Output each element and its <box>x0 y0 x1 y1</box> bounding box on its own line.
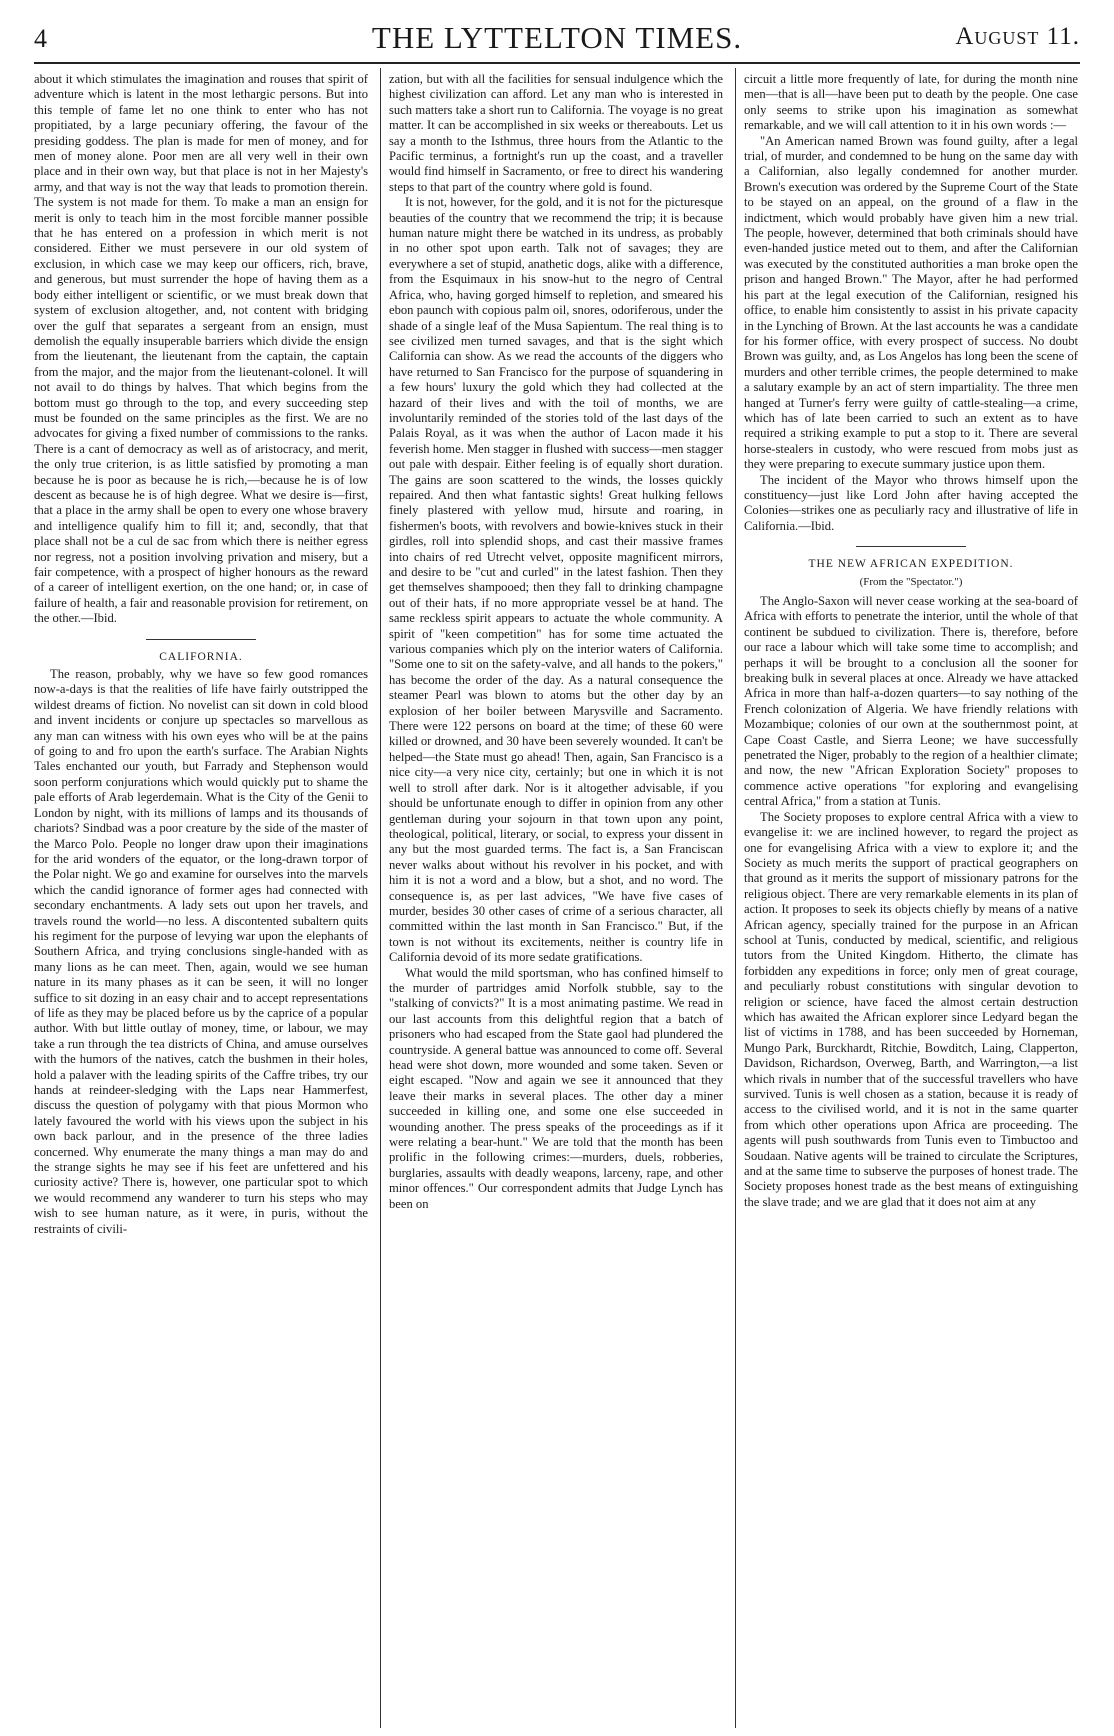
article-quote: "An American named Brown was found guilty, after a legal trial, of murder, and condemned to be hung on the same day with a Californian, also legally condemned for another murder. Brown's execution was ordered by the Supreme Court of the State to be stayed on an appeal, on the ground of a flaw in the indictment, which would probably have given him a new trial. The people, however, determined that both criminals should have even-handed justice meted out to them, and after the Californian was executed by the constituted authorities a man broke open the prison and hanged Brown." The Mayor, after he had performed his part at the legal execution of the Californian, resigned his office, to enable him consistently to assist in his private capacity in the Lynching of Brown. At the last accounts he was a candidate for his former office, with every prospect of success. No doubt Brown was guilty, and, as Los Angelos has long been the scene of murders and other terrible crimes, the people determined to make a salutary example by an act of stern impartiality. The three men hanged at Turner's ferry were guilty of cattle-stealing—a crime, which has of late been carried to such an extent as to have required a striking example to put a stop to it. There are several horse-stealers in custody, who were rescued from mobs just as they were preparing to execute summary justice upon them. <box>744 133 1078 472</box>
article-heading-california: CALIFORNIA. <box>159 650 243 663</box>
article-paragraph: about it which stimulates the imagination and rouses that spirit of adventure which is latent in the most lethargic persons. But into this temple of fame let no one think to enter who has not propitiated, by a large pecuniary offering, the favour of the presiding goddess. The plan is made for men of money, and for men of money alone. Poor men are all very well in their own place and in their own way, but that place is not in her Majesty's army, and that way is not the way that leads to promotion therein. The system is not made for them. To make a man an ensign for merit is only to teach him in the most forcible manner possible that he has entered on a profession in which merit is not considered. Either we must persevere in our old system of exclusion, in which case we may keep our officers, rich, brave, and generous, but must surrender the hope of having them as a body either intelligent or scientific, or we must break down that system of exclusion altogether, and, not content with bridging over the gulf that separates a sergeant from an ensign, must demolish the equally insuperable barriers which divide the ensign from the lieutenant, the lieutenant from the captain, the captain from the major, and the major from the lieutenant-colonel. It will not avail to do things by halves. That which begins from the bottom must go through to the top, and every succeeding step must be founded on the same principles as the first. We are no advocates for giving a fixed number of commissions to the ranks. There is a cant of democracy as well as of aristocracy, and merit, the only true criterion, is as little satisfied by promoting a man because he is poor as because he is rich,—because he is of low descent as because he is of high degree. What we desire is—first, that a place in the army shall be open to every one whose bravery and intelligence qualify him to fill it; and, secondly, that that place shall not be a cul de sac from which there is neither egress nor regress, not a position involving privation and misery, but a fair competence, with a prospect of higher honours as the reward of a career of intelligent exertion, on the one hand; or, in case of failure of health, a fair and reasonable provision for retirement, on the other.—Ibid. <box>34 72 368 626</box>
column-2 <box>389 72 723 1722</box>
article-source: (From the "Spectator.") <box>859 575 963 588</box>
column-separator <box>735 68 736 1728</box>
issue-date: August 11. <box>955 23 1080 50</box>
article-paragraph: The incident of the Mayor who throws himself upon the constituency—just like Lord John after having accepted the Colonies—strikes one as peculiarly racy and illustrative of life in California.—Ibid. <box>744 472 1078 533</box>
article-paragraph: The Anglo-Saxon will never cease working at the sea-board of Africa with efforts to penetrate the interior, until the whole of that continent be subdued to civilization. There is, therefore, before our race a labour which will take some time to accomplish; and perhaps it will be brought to a conclusion all the sooner for breaking bulk in several places at once. Already we have attacked Africa in more than half-a-dozen quarters—to say nothing of the French colonization of Algeria. We have friendly relations with Mozambique; colonies of our own at the southernmost point, at Cape Coast Castle, and Sierra Leone; we have successfully penetrated the Niger, probably to the region of a healthier climate; and now, the new "African Exploration Society" proposes to commence active operations "for exploring and evangelising central Africa," from a station at Tunis. <box>744 594 1078 809</box>
article-heading-african-expedition: THE NEW AFRICAN EXPEDITION. <box>808 558 1014 571</box>
column-3 <box>744 72 1078 1722</box>
masthead-title: THE LYTTELTON TIMES. <box>371 20 743 55</box>
article-paragraph: The Society proposes to explore central Africa with a view to evangelise it: we are inclined however, to regard the project as one for evangelising Africa with a view to explore it; and the Society as much merits the support of practical geographers on that ground as it merits the support of missionary patrons for the religious object. There are very remarkable elements in its plan of action. It proposes to seek its objects chiefly by means of a native African agency, specially trained for the purpose in an African school at Tunis, conducted by medical, scientific, and religious tutors from the United Kingdom. Hitherto, the climate has forbidden any expeditions in force; only men of great courage, and peculiarly robust constitutions with singular devotion to religion or science, have faced the almost certain destruction which has awaited the African explorer since Ledyard began the list of victims in 1788, and has been succeeded by Horneman, Mungo Park, Burckhardt, Ritchie, Bowditch, Laing, Clapperton, Davidson, Richardson, Overweg, Barth, and Warrington,—a list which rivals in number that of the successful travellers who have survived. Tunis is well chosen as a station, because it is ready of access to the civilised world, and it is not in the same quarter from which other operations upon Africa are proceeding. The agents will push southwards from Tunis even to Timbuctoo and Soudaan. Native agents will be trained to circulate the Scriptures, and at the same time to subserve the purposes of honest trade. The Society proposes honest trade as the best means of extinguishing the slave trade; and we are glad that it does not aim at any <box>744 809 1078 1209</box>
column-1 <box>34 72 368 1722</box>
article-paragraph: zation, but with all the facilities for sensual indulgence which the highest civilization can afford. Let any man who is interested in such matters take a short run to California. The voyage is no great matter. It can be accomplished in six weeks or thereabouts. Let us say a month to the Isthmus, three hours from the Atlantic to the Pacific terminus, a fortnight's run up the coast, and a traveller would find himself in Sacramento, or free to direct his wandering steps to that part of the country where gold is found. <box>389 72 723 194</box>
article-divider <box>146 639 256 640</box>
article-paragraph: What would the mild sportsman, who has confined himself to the murder of partridges amid Norfolk stubble, say to the "stalking of convicts?" It is a most animating pastime. We read in our last accounts from this delightful region that a batch of prisoners who had escaped from the State gaol had plundered the countryside. A general battue was announced to come off. Several head were shot down, more wounded and some taken. Seven or eight escaped. "Now and again we see it announced that they leave their marks in several places. The other day a miner succeeded in killing one, and some one else succeeded in wounding another. The press speaks of the proceedings as if it were relating a bear-hunt." We are told that the month has been prolific in the following crimes:—murders, duels, robberies, burglaries, assaults with deadly weapons, larceny, rape, and other minor offences." Our correspondent admits that Judge Lynch has been on <box>389 965 723 1211</box>
header-rule <box>34 62 1080 64</box>
article-paragraph: The reason, probably, why we have so few good romances now-a-days is that the realities of life have fairly outstripped the wildest dreams of fiction. No novelist can sit down in cold blood and invent incidents or conjure up spectacles so marvellous as any man can witness with his own eyes who will be at the pains of going to and fro upon the earth's surface. The Arabian Nights Tales enchanted our youth, but Farrady and Stephenson would soon perform conjurations which would quickly put to shame the pale efforts of Arab legerdemain. What is the City of the Genii to London by night, with its millions of lamps and its thousands of chariots? Sindbad was a poor creature by the side of the master of the Marco Polo. People no longer draw upon their imaginations for the arid wonders of the equator, or the long-drawn torpor of the Polar night. We go and examine for ourselves into the marvels which the candid ignorance of former ages had connected with secondary enchantments. A lady sets out upon her travels, and travels round the world—no less. A discontented subaltern quits his regiment for the purpose of levying war upon the elephants of Southern Africa, and trying conclusions single-handed with as many lions as he can meet. Then, again, would we see human nature in its many phases as it can be seen, it will no longer suffice to sit dozing in an easy chair and to accept representations of life as they may be placed before us by the caprice of a popular author. With but little outlay of money, time, or labour, we may take a run through the tea districts of China, and amuse ourselves with the humors of the natives, catch the bushmen in their holes, hold a palaver with the leading spirits of the Caffre tribes, try our hands at reindeer-sledging with the Laps near Hammerfest, discuss the question of polygamy with that pious Mormon who lately favoured the world with his views upon the subject in his own back parlour, and in the presence of the three ladies concerned. Why enumerate the many things a man may do and the strange sights he may see if his feet are unfettered and his curiosity active? There is, however, one particular spot to which we would recommend any wanderer to turn his steps who may wish to see human nature, as it were, in puris, without the restraints of civili- <box>34 667 368 1236</box>
article-divider <box>856 546 966 547</box>
page-header <box>34 20 1080 56</box>
page-number: 4 <box>34 24 47 53</box>
article-paragraph: circuit a little more frequently of late, for during the month nine men—that is all—have been put to death by the people. One case only seems to strike upon his imagination as somewhat remarkable, and we will call attention to it in his own words :— <box>744 72 1078 133</box>
column-separator <box>380 68 381 1728</box>
article-paragraph: It is not, however, for the gold, and it is not for the picturesque beauties of the country that we recommend the trip; it is because human nature might there be watched in its undress, as probably in no other spot upon earth. Talk not of savages; they are everywhere a set of stupid, anathetic dogs, alike with a difference, from the Esquimaux in his snow-hut to the negro of Central Africa, who, having gorged himself to repletion, and smeared his ebon paunch with copious palm oil, snores, odoriferous, under the shade of a single leaf of the Musa Sapientum. The real thing is to see civilized men turned savages, and that is the sight which California can show. As we read the accounts of the diggers who have returned to San Francisco for the purpose of squandering in a few hours' luxury the gold which they had collected at the hazard of their lives and with the toil of months, we are involuntarily reminded of the stories told of the last days of the Palais Royal, as it was when the author of Lacon made it his feverish home. Men stagger in flushed with success—men stagger out pale with despair. Either feeling is of equally short duration. The gains are soon scattered to the winds, the losses quickly repaired. And then what fantastic sights! Great hulking fellows finely plastered with yellow mud, hirsute and roaring, in fishermen's boots, with revolvers and bowie-knives stuck in their girdles, roll into splendid shops, and cast their massive frames into chairs of red Utrecht velvet, opposite magnificent mirrors, and desire to be "cut and curled" in the latest fashion. Then they get themselves shampooed; then they fall to drinking champagne out of their hats, if no more appropriate vessel be at hand. The same reckless spirit appears to actuate the whole community. A spirit of "keen competition" has for some time actuated the various companies which ply on the interior waters of California. "Some one to sit on the safety-valve, and all hands to the pokers," has become the order of the day. As a natural consequence the steamer Pearl was blown to atoms but the other day by an explosion of her boiler between Marysville and Sacramento. There were 122 persons on board at the time; of these 60 were killed or drowned, and 30 have been severely wounded. It can't be helped—the State must go ahead! Then, again, San Francisco is a nice city—a very nice city, certainly; but one in which it is not well to stroll after dark. Nor is it altogether advisable, if you should be unfortunate enough to differ in opinion from any other gentleman during your sojourn in that town upon any point, theological, political, literary, or social, to express your dissent in any but the most guarded terms. The fact is, a San Franciscan never walks about without his revolver in his pocket, and with him it is not a word and a blow, but a shot, and no word. The consequence is, as per last advices, "We have five cases of murder, besides 30 other cases of crime of a serious character, all committed within the last month in San Francisco." But, if the town is not without its excitements, neither is country life in California devoid of its more sedate gratifications. <box>389 195 723 965</box>
